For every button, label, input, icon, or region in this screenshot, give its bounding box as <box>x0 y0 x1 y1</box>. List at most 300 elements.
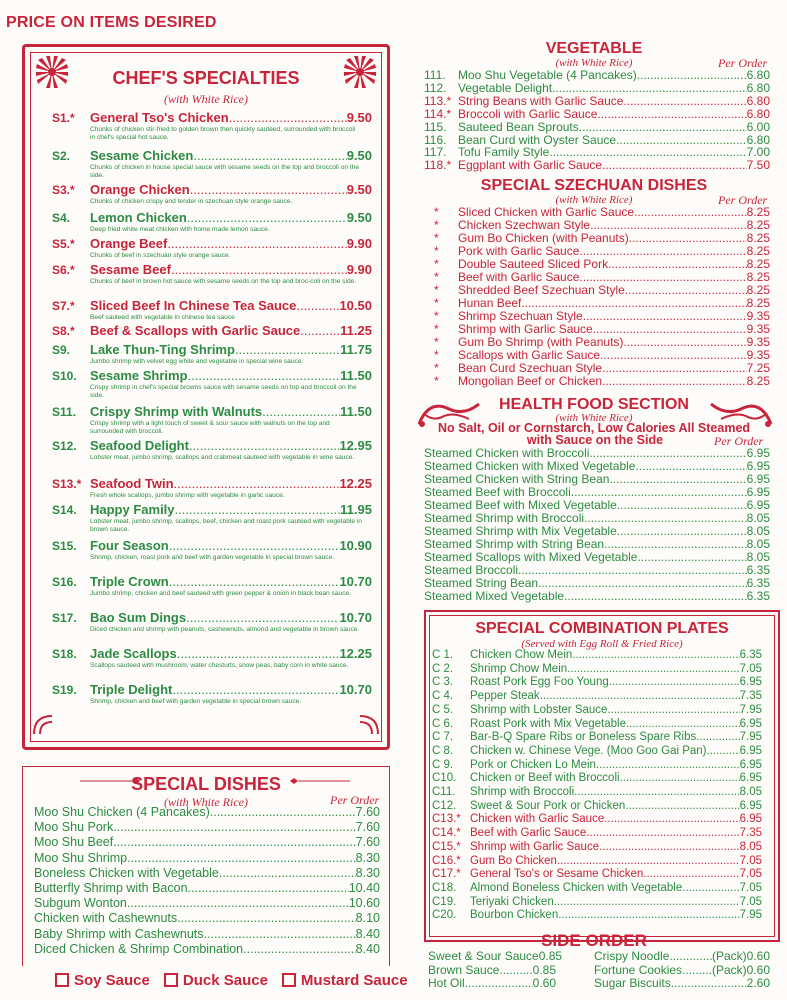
item-number: * <box>434 270 439 284</box>
item-code: S13.* <box>52 477 82 491</box>
leader-dots <box>602 374 747 388</box>
item-price: 8.05 <box>746 511 770 525</box>
item-number: 117. <box>424 145 447 160</box>
special-dish-item <box>34 896 380 910</box>
item-name-line <box>90 438 372 453</box>
leader-dots <box>637 68 747 82</box>
soy-sauce-label: Soy Sauce <box>74 972 150 989</box>
item-name: Teriyaki Chicken <box>470 895 554 908</box>
item-name: Chicken with Garlic Sauce <box>470 813 605 826</box>
leader-dots <box>707 745 740 757</box>
vegetable-per-order: Per Order <box>718 56 768 70</box>
szechuan-item <box>434 296 770 310</box>
item-price: 12.25 <box>339 646 372 661</box>
combo-item <box>432 868 762 880</box>
item-price: 7.05 <box>739 868 762 881</box>
leader-dots <box>190 182 347 197</box>
combo-item <box>432 690 762 702</box>
health-note-2: with Sauce on the Side <box>526 433 664 447</box>
vegetable-item <box>424 145 770 159</box>
item-price: 6.95 <box>746 485 770 499</box>
item-description: Crispy shrimp with a light touch of sweet & sour sauce with walnuts on the top and surrounded with broccoli. <box>90 420 330 436</box>
leader-dots <box>600 348 747 362</box>
szechuan-item <box>434 309 770 323</box>
item-name-line <box>90 323 372 338</box>
chef-special-item <box>52 539 372 569</box>
szechuan-item <box>434 270 770 284</box>
item-price: 8.40 <box>355 926 380 941</box>
leader-dots <box>465 976 533 990</box>
item-price: 2.60 <box>746 976 770 990</box>
leader-dots <box>127 896 349 910</box>
item-price: 6.35 <box>746 589 770 603</box>
item-price: 9.90 <box>346 236 372 251</box>
item-name: Bourbon Chicken <box>470 909 559 922</box>
leader-dots <box>219 866 356 880</box>
leader-dots <box>623 94 746 108</box>
item-number: C10. <box>432 772 457 785</box>
item-number: 111. <box>424 68 446 82</box>
item-name: Shredded Beef Szechuan Style <box>458 283 625 297</box>
item-name-line <box>90 502 372 517</box>
item-name: Gum Bo Chicken (with Peanuts) <box>458 231 629 245</box>
mustard-sauce-option[interactable] <box>282 972 408 989</box>
item-name: Seafood Twin <box>90 476 174 491</box>
item-price: 10.70 <box>339 682 372 697</box>
item-price: 6.95 <box>739 758 762 771</box>
item-code: S6.* <box>52 263 75 277</box>
item-price: 8.25 <box>746 231 770 245</box>
item-price: 7.00 <box>746 145 770 160</box>
duck-sauce-option[interactable] <box>164 972 268 989</box>
chef-special-item <box>52 149 372 179</box>
item-description: Jumbo shrimp, chicken and beef sauteed with green pepper & onion in black bean sauce. <box>90 590 351 597</box>
leader-dots <box>186 610 339 625</box>
item-name: Shrimp with Garlic Sauce <box>470 840 600 853</box>
item-number: C 4. <box>432 690 454 703</box>
leader-dots <box>669 949 712 963</box>
vegetable-subtitle: (with White Rice) <box>555 57 633 69</box>
leader-dots <box>549 145 746 159</box>
item-name: Double Sauteed Sliced Pork <box>458 257 609 271</box>
item-name: Gum Bo Shrimp (with Peanuts) <box>458 335 624 349</box>
item-name: Happy Family <box>90 502 175 517</box>
leader-dots <box>210 805 356 819</box>
item-price: 8.05 <box>746 550 770 564</box>
item-name: Chicken Chow Mein <box>470 649 573 661</box>
item-number: 115. <box>424 119 447 134</box>
item-description: Beef sauteed with vegetable in chinese tea sauce <box>90 314 235 321</box>
leader-dots <box>189 438 340 453</box>
item-name-line <box>90 476 372 491</box>
item-name: Fortune Cookies <box>594 962 683 977</box>
szechuan-item <box>434 244 770 258</box>
item-name: Eggplant with Garlic Sauce <box>458 158 603 173</box>
item-price: 6.95 <box>739 717 762 730</box>
leader-dots <box>626 718 740 730</box>
chef-special-item <box>52 611 372 641</box>
item-number: C14.* <box>432 827 461 840</box>
item-name-line <box>90 610 372 625</box>
checkbox-icon[interactable] <box>282 973 296 987</box>
combo-item <box>432 896 762 908</box>
item-name: Tofu Family Style <box>458 145 550 160</box>
leader-dots <box>174 476 340 491</box>
item-price: 8.05 <box>746 537 770 551</box>
combo-item <box>432 718 762 730</box>
item-name: Moo Shu Pork <box>34 820 114 835</box>
item-price: 8.10 <box>355 911 380 926</box>
item-price: 6.80 <box>746 93 770 108</box>
leader-dots <box>629 231 747 245</box>
item-code: S5.* <box>52 237 75 251</box>
item-price: 9.50 <box>346 210 372 225</box>
item-price: 6.95 <box>739 744 762 757</box>
item-price: 11.50 <box>340 368 372 383</box>
leader-dots <box>518 563 747 577</box>
item-price: 7.95 <box>739 703 762 716</box>
item-name: Orange Beef <box>90 236 168 251</box>
side-order-item <box>428 963 556 977</box>
leader-dots <box>586 827 739 839</box>
vegetable-item <box>424 158 770 172</box>
special-dish-item <box>34 805 380 819</box>
item-price: 10.70 <box>339 610 372 625</box>
item-number: C12. <box>432 799 457 812</box>
szechuan-item <box>434 218 770 232</box>
item-price: 7.95 <box>739 731 762 744</box>
item-price: 8.25 <box>746 205 770 219</box>
health-note-1: No Salt, Oil or Cornstarch, Low Calories All Steamed <box>437 421 751 435</box>
leader-dots <box>564 589 747 603</box>
item-name: Jade Scallops <box>90 646 177 661</box>
leader-dots <box>113 820 355 834</box>
item-name: Steamed Chicken with Broccoli <box>424 446 590 460</box>
leader-dots <box>169 538 340 553</box>
item-price: 10.90 <box>339 538 372 553</box>
item-code: S3.* <box>52 183 75 197</box>
item-name: Baby Shrimp with Cashewnuts <box>34 926 204 941</box>
health-item <box>424 498 770 512</box>
item-description: Diced chicken and shrimp with peanuts, cashewnuts, almond and vegetable in brown sauce. <box>90 626 360 633</box>
item-name: Steamed Chicken with String Bean <box>424 472 610 486</box>
item-number: 118.* <box>424 158 452 173</box>
health-item <box>424 537 770 551</box>
item-price: 8.25 <box>746 270 770 284</box>
item-name: Four Season <box>90 538 169 553</box>
item-name: Sauteed Bean Sprouts <box>458 119 579 134</box>
item-number: * <box>434 257 439 271</box>
item-name: Steamed Broccoli <box>424 563 519 577</box>
item-code: S14. <box>52 503 77 517</box>
leader-dots <box>584 511 747 525</box>
item-price: 6.80 <box>746 68 770 82</box>
leader-dots <box>175 502 341 517</box>
leader-dots <box>188 881 349 895</box>
item-name: Chicken with Cashewnuts <box>34 911 178 926</box>
chef-special-item <box>52 503 372 533</box>
item-price: 8.25 <box>746 374 770 388</box>
leader-dots <box>521 296 746 310</box>
item-number: * <box>434 348 439 362</box>
leader-dots <box>167 236 346 251</box>
szechuan-item <box>434 205 770 219</box>
item-price: 9.35 <box>746 322 770 336</box>
item-name: Steamed Chicken with Mixed Vegetable <box>424 459 636 473</box>
item-price: 7.25 <box>746 361 770 375</box>
health-subtitle: (with White Rice) <box>555 412 633 424</box>
leader-dots <box>558 909 739 921</box>
leader-dots <box>235 342 340 357</box>
item-price: 11.50 <box>340 404 372 419</box>
item-name: Shrimp with Broccoli <box>470 786 575 798</box>
item-name: Bean Curd Szechuan Style <box>458 361 603 375</box>
item-number: 116. <box>424 132 447 147</box>
item-number: * <box>434 283 439 297</box>
item-number: C 5. <box>432 703 454 716</box>
item-number: C13.* <box>432 813 461 826</box>
item-price: 8.05 <box>746 524 770 538</box>
item-code: S16. <box>52 575 77 589</box>
item-number: C19. <box>432 895 457 908</box>
item-price: 6.35 <box>746 576 770 590</box>
szechuan-item <box>434 231 770 245</box>
item-name: Sesame Beef <box>90 262 171 277</box>
special-dish-item <box>34 835 380 849</box>
combo-title: SPECIAL COMBINATION PLATES <box>475 620 729 637</box>
item-price: 8.25 <box>746 244 770 258</box>
chef-special-item <box>52 647 372 677</box>
leader-dots <box>609 472 746 486</box>
item-name-line <box>90 368 372 383</box>
chef-special-item <box>52 263 372 293</box>
leader-dots <box>172 682 339 697</box>
szechuan-item <box>434 335 770 349</box>
item-number: C16.* <box>432 854 461 867</box>
side-order-title: SIDE ORDER <box>541 931 647 950</box>
vegetable-title: VEGETABLE <box>545 40 643 57</box>
leader-dots <box>604 537 747 551</box>
szechuan-item <box>434 374 770 388</box>
item-name-line <box>90 262 372 277</box>
item-code: S12. <box>52 439 77 453</box>
item-name: Moo Shu Beef <box>34 835 114 850</box>
item-number: * <box>434 205 439 219</box>
item-number: C 7. <box>432 731 454 744</box>
health-item <box>424 563 770 577</box>
item-price: 7.05 <box>739 662 762 675</box>
leader-dots <box>604 813 739 825</box>
item-description: Crispy shrimp in chef's special browns sauce with sesame seeds on top and broccoli on the side. <box>90 384 357 400</box>
combo-item <box>432 813 762 825</box>
item-price: 7.05 <box>739 881 762 894</box>
item-price: 6.95 <box>739 676 762 689</box>
item-number: * <box>434 231 439 245</box>
special-dish-item <box>34 866 380 880</box>
item-number: * <box>434 361 439 375</box>
combo-item <box>432 704 762 716</box>
item-price: 11.95 <box>340 502 372 517</box>
special-dish-item <box>34 881 380 895</box>
leader-dots <box>571 485 747 499</box>
combo-item <box>432 731 762 743</box>
item-price: 7.35 <box>739 690 762 703</box>
szechuan-per-order: Per Order <box>718 193 768 207</box>
item-price: 11.75 <box>340 342 372 357</box>
special-dish-item <box>34 911 380 925</box>
leader-dots <box>552 81 747 95</box>
combo-item <box>432 772 762 784</box>
combo-item <box>432 909 762 921</box>
item-name: Gum Bo Chicken <box>470 854 557 867</box>
item-name: Sweet & Sour Pork or Chicken <box>470 799 626 812</box>
item-price: 11.25 <box>340 323 372 338</box>
chef-special-item <box>52 683 372 713</box>
item-price: 6.95 <box>739 799 762 812</box>
mustard-sauce-label: Mustard Sauce <box>300 972 408 989</box>
vegetable-item <box>424 81 770 95</box>
item-name-line <box>90 182 372 197</box>
item-name: Hunan Beef <box>458 296 522 310</box>
item-number: * <box>434 374 439 388</box>
leader-dots <box>608 257 747 271</box>
szechuan-item <box>434 257 770 271</box>
soy-sauce-option[interactable] <box>55 972 150 989</box>
item-price: 6.95 <box>739 813 762 826</box>
item-description: Lobster meat, jumbo shrimp, scallops and crabmeat sauteed with vegetable in wine sauce. <box>90 454 355 461</box>
item-name: Seafood Delight <box>90 438 189 453</box>
item-description: Fresh whole scallops, jumbo shrimp with vegetable in garlic sauce. <box>90 492 285 499</box>
chef-special-item <box>52 369 372 399</box>
leader-dots <box>635 459 746 473</box>
item-name: Steamed Shrimp with String Bean <box>424 537 605 551</box>
item-price: 9.35 <box>746 335 770 349</box>
item-price: 12.25 <box>339 476 372 491</box>
item-unit: (Pack) <box>711 962 747 977</box>
item-code: S4. <box>52 211 71 225</box>
leader-dots <box>617 524 747 538</box>
item-name-line <box>90 210 372 225</box>
item-name-line <box>90 148 372 163</box>
leader-dots <box>572 649 739 661</box>
item-name: Vegetable Delight <box>458 80 553 95</box>
vegetable-item <box>424 133 770 147</box>
health-title: HEALTH FOOD SECTION <box>499 396 689 413</box>
combo-item <box>432 841 762 853</box>
item-number: * <box>434 322 439 336</box>
item-number: C17.* <box>432 868 461 881</box>
combo-subtitle: (Served with Egg Roll & Fried Rice) <box>521 638 683 650</box>
leader-dots <box>625 283 747 297</box>
vegetable-item <box>424 107 770 121</box>
combo-item <box>432 649 762 661</box>
combo-item <box>432 827 762 839</box>
item-price: 10.40 <box>348 881 380 895</box>
item-number: C15.* <box>432 840 461 853</box>
leader-dots <box>229 110 347 125</box>
checkbox-icon[interactable] <box>164 973 178 987</box>
szechuan-title: SPECIAL SZECHUAN DISHES <box>480 177 708 194</box>
leader-dots <box>171 262 347 277</box>
leader-dots <box>625 800 739 812</box>
duck-sauce-label: Duck Sauce <box>182 972 268 989</box>
item-name-line <box>90 342 372 357</box>
item-code: S19. <box>52 683 77 697</box>
leader-dots <box>177 646 340 661</box>
item-price: 8.25 <box>746 283 770 297</box>
item-price: 7.35 <box>739 827 762 840</box>
item-name: Beef with Garlic Sauce <box>458 270 580 284</box>
item-name: Pork with Garlic Sauce <box>458 244 580 258</box>
leader-dots <box>540 690 740 702</box>
item-number: 112. <box>424 80 447 95</box>
item-code: S17. <box>52 611 77 625</box>
combo-item <box>432 786 762 798</box>
item-name: Chicken w. Chinese Vege. (Moo Goo Gai Pan) <box>470 744 707 757</box>
item-price: 6.35 <box>746 563 770 577</box>
leader-dots <box>623 335 746 349</box>
checkbox-icon[interactable] <box>55 973 69 987</box>
leader-dots <box>599 841 740 853</box>
item-name-line <box>90 110 372 125</box>
szechuan-subtitle: (with White Rice) <box>555 194 633 206</box>
leader-dots <box>177 911 356 925</box>
item-name: Chicken or Beef with Broccoli <box>470 772 620 785</box>
item-name: Sliced Beef In Chinese Tea Sauce <box>90 298 297 313</box>
item-name: Shrimp with Lobster Sauce <box>470 703 608 716</box>
item-name: Moo Shu Shrimp <box>34 850 128 865</box>
special-dishes-subtitle: (with White Rice) <box>164 795 248 809</box>
item-price: 0.60 <box>746 962 770 977</box>
item-number: * <box>434 309 439 323</box>
special-dish-item <box>34 942 380 956</box>
leader-dots <box>579 244 746 258</box>
item-price: 9.50 <box>346 148 372 163</box>
leader-dots <box>574 786 739 798</box>
leader-dots <box>193 148 346 163</box>
item-name: Sweet & Sour Sauce <box>428 949 539 963</box>
item-price: 7.60 <box>355 835 380 850</box>
item-price: 9.50 <box>346 110 372 125</box>
item-code: S1.* <box>52 111 75 125</box>
item-description: Chunks of chicken stir-fried to golden brown then quickly sauteed, surrounded with broccoli in chef's special hot sauce. <box>90 126 356 142</box>
szechuan-item <box>434 361 770 375</box>
health-item <box>424 511 770 525</box>
item-price: 7.95 <box>739 909 762 922</box>
item-name: Lake Thun-Ting Shrimp <box>90 342 235 357</box>
item-number: * <box>434 244 439 258</box>
leader-dots <box>609 676 740 688</box>
special-dish-item <box>34 820 380 834</box>
item-unit: (Pack) <box>711 949 747 963</box>
item-price: 9.35 <box>746 309 770 323</box>
item-number: * <box>434 218 439 232</box>
leader-dots <box>579 270 746 284</box>
health-item <box>424 550 770 564</box>
item-description: Jumbo shrimp with velvet egg white and vegetable in special wine sauce. <box>90 358 304 365</box>
vegetable-item <box>424 94 770 108</box>
item-code: S9. <box>52 343 71 357</box>
leader-dots <box>607 704 739 716</box>
special-dish-item <box>34 851 380 865</box>
item-price: 6.80 <box>746 132 770 147</box>
item-number: 114.* <box>424 106 452 121</box>
health-item <box>424 446 770 460</box>
item-number: * <box>434 335 439 349</box>
item-code: S7.* <box>52 299 75 313</box>
leader-dots <box>682 963 712 977</box>
leader-dots <box>583 309 747 323</box>
